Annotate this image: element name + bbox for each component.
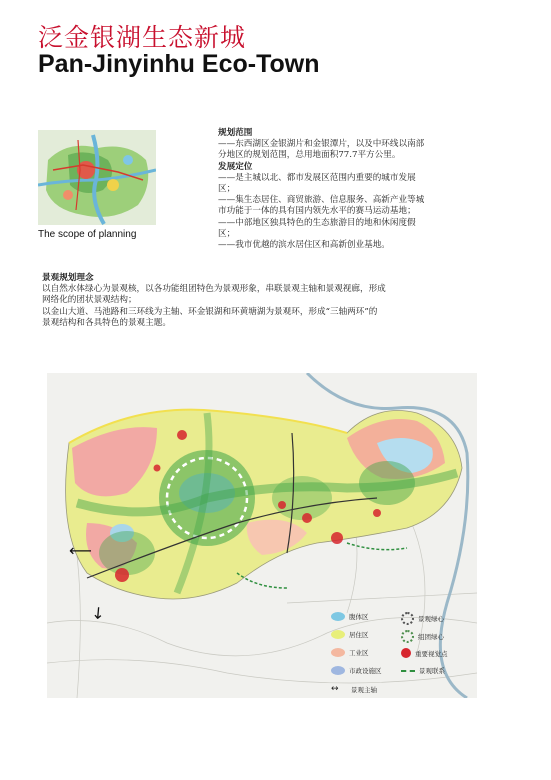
legend-label: 重要视觉点 (415, 649, 448, 658)
axis-arrow-west-icon: ⟵ (69, 541, 92, 560)
planning-position-line: 区； (218, 228, 236, 239)
legend-swatch-icon (331, 666, 345, 675)
planning-position-line: ——是主城以北、都市发展区范围内重要的城市发展 (218, 172, 416, 183)
page-title-cn: 泛金银湖生态新城 (38, 23, 247, 52)
legend-item (331, 666, 382, 675)
legend-label: 工业区 (349, 649, 369, 657)
scope-caption: The scope of planning (38, 229, 137, 240)
planning-position-line: 区； (218, 184, 236, 195)
scope-map-image (38, 130, 156, 225)
planning-position-line: ——集生态居住、商贸旅游、信息服务、高新产业等城 (218, 195, 425, 206)
page-title-en: Pan-Jinyinhu Eco-Town (38, 50, 320, 78)
landscape-line: 景观结构和各具特色的景观主题。 (42, 317, 171, 328)
planning-position-heading: 发展定位 (218, 161, 253, 172)
legend-item (401, 612, 444, 625)
legend-label: 景观主轴 (351, 685, 377, 694)
legend-swatch-icon (331, 630, 345, 639)
landscape-heading: 景观规划理念 (42, 273, 94, 283)
legend-dot-icon (401, 648, 411, 658)
planning-position-line: 市功能于一体的具有国内领先水平的赛马运动基地； (218, 206, 416, 217)
legend-label: 市政设施区 (349, 667, 382, 675)
legend-item (331, 630, 369, 639)
legend-item (331, 684, 377, 694)
legend-item (401, 648, 448, 658)
planning-range-line: ——东西湖区金银湖片和金银潭片，以及中环线以南部 (218, 139, 425, 150)
planning-range-line: 分地区的规划范围，总用地面积77.7平方公里。 (218, 150, 401, 161)
planning-text (218, 128, 508, 251)
legend-ring-icon (401, 630, 414, 643)
landscape-line: 网络化的团状景观结构； (42, 295, 137, 306)
planning-position-line: ——我市优越的滨水居住区和高新创业基地。 (218, 240, 390, 251)
legend-label: 景观绿心 (418, 615, 444, 623)
planning-position-line: ——中部地区独具特色的生态旅游目的地和休闲度假 (218, 217, 416, 228)
map-legend (331, 612, 471, 702)
legend-label: 居住区 (349, 631, 369, 639)
legend-label: 景观联系 (419, 667, 445, 675)
legend-swatch-icon (331, 648, 345, 657)
legend-item (401, 630, 444, 643)
legend-dash-icon (401, 670, 415, 672)
legend-label: 组团绿心 (418, 633, 444, 641)
landscape-line: 以金山大道、马池路和三环线为主轴、环金银湖和环黄塘湖为景观环，形成“三轴两环”的 (42, 306, 378, 317)
landscape-line: 以自然水体绿心为景观核，以各功能组团特色为景观形象，串联景观主轴和景观视廊，形成 (42, 284, 386, 295)
landscape-concept-text (42, 273, 492, 329)
legend-item (401, 666, 445, 675)
legend-swatch-icon (331, 612, 345, 621)
legend-axis-arrow-icon: ↔ (331, 684, 339, 694)
legend-item (331, 612, 369, 621)
legend-item (331, 648, 369, 657)
scope-map-graphic (38, 130, 156, 225)
legend-ring-icon (401, 612, 414, 625)
planning-range-heading: 规划范围 (218, 128, 253, 138)
legend-label: 腹体区 (349, 613, 369, 621)
axis-arrow-southwest-icon: ↙ (86, 600, 109, 625)
